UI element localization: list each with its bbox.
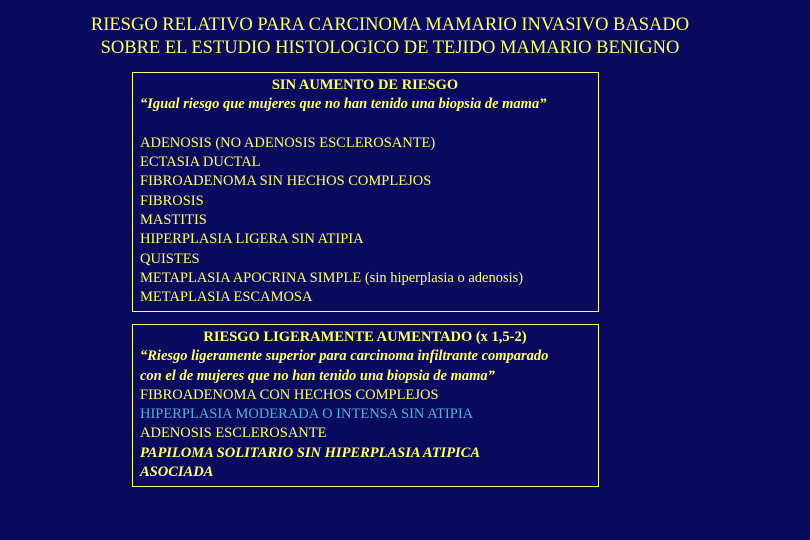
list-item-emphasized-line-2: ASOCIADA (140, 464, 214, 481)
slide-title (0, 14, 780, 60)
no-increased-risk-box (132, 72, 599, 312)
list-item: ADENOSIS ESCLEROSANTE (140, 425, 327, 442)
list-item: MASTITIS (140, 212, 207, 229)
slightly-increased-risk-box (132, 324, 599, 487)
list-item: FIBROSIS (140, 192, 204, 209)
box-quote-line-1: “Riesgo ligeramente superior para carcinoma infiltrante comparado (140, 348, 549, 365)
list-item-emphasized-line-1: PAPILOMA SOLITARIO SIN HIPERPLASIA ATIPICA (140, 444, 481, 461)
list-item-highlighted: HIPERPLASIA MODERADA O INTENSA SIN ATIPIA (140, 406, 474, 423)
list-item: HIPERPLASIA LIGERA SIN ATIPIA (140, 231, 364, 248)
box-heading: RIESGO LIGERAMENTE AUMENTADO (x 1,5-2) (203, 329, 527, 345)
list-item: QUISTES (140, 250, 200, 267)
box-quote-line-2: con el de mujeres que no han tenido una biopsia de mama” (140, 367, 495, 384)
spacer (140, 115, 590, 134)
title-line-1: RIESGO RELATIVO PARA CARCINOMA MAMARIO INVASIVO BASADO (90, 15, 690, 35)
list-item: FIBROADENOMA CON HECHOS COMPLEJOS (140, 386, 439, 403)
list-item: ADENOSIS (NO ADENOSIS ESCLEROSANTE) (140, 134, 436, 151)
list-item-note: (sin hiperplasia o adenosis) (361, 269, 524, 286)
list-item (140, 269, 590, 288)
list-item: ECTASIA DUCTAL (140, 154, 261, 171)
list-item-text: METAPLASIA APOCRINA SIMPLE (140, 269, 362, 286)
box-quote: “Igual riesgo que mujeres que no han tenido una biopsia de mama” (140, 96, 547, 113)
list-item: FIBROADENOMA SIN HECHOS COMPLEJOS (140, 173, 432, 190)
title-line-2: SOBRE EL ESTUDIO HISTOLOGICO DE TEJIDO MAMARIO BENIGNO (100, 38, 680, 58)
list-item: METAPLASIA ESCAMOSA (140, 289, 313, 306)
box-heading: SIN AUMENTO DE RIESGO (271, 77, 459, 93)
